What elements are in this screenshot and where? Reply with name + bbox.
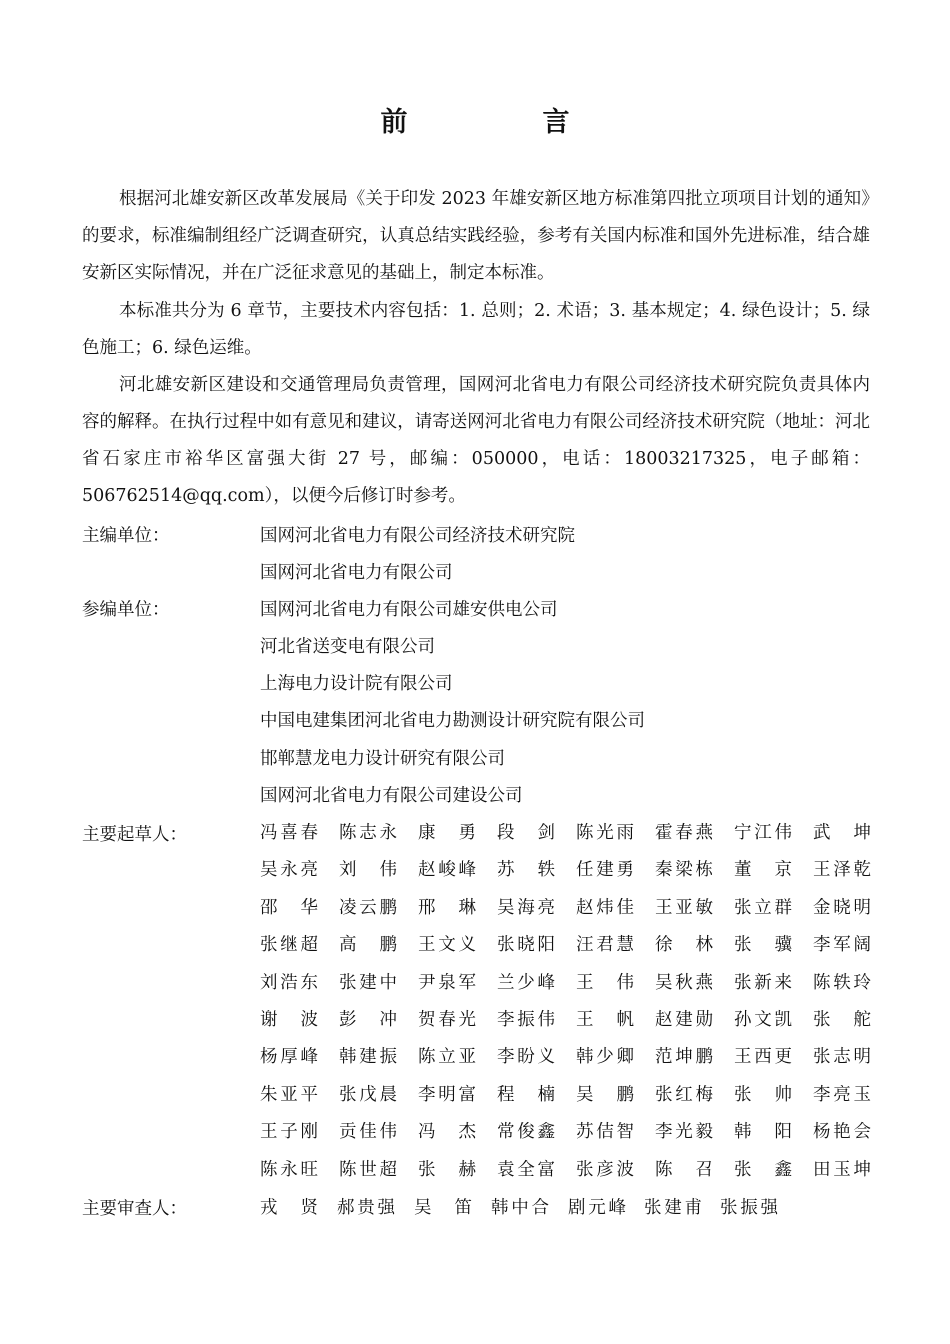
drafter-name: 常俊鑫	[497, 1122, 555, 1143]
chief-unit-item: 国网河北省电力有限公司	[260, 563, 453, 583]
drafter-name: 吴海亮	[497, 897, 555, 918]
drafter-name: 张彦波	[576, 1159, 634, 1180]
drafter-name: 冯 杰	[418, 1122, 476, 1143]
drafter-name: 董 京	[734, 860, 792, 881]
drafter-name: 陈轶玲	[813, 972, 871, 993]
reviewers-label: 主要审查人：	[82, 1199, 187, 1219]
drafter-name: 张志明	[813, 1047, 871, 1068]
drafter-name: 秦梁栋	[655, 860, 713, 881]
drafter-name: 范坤鹏	[655, 1047, 713, 1068]
drafter-name: 李振伟	[497, 1009, 555, 1030]
drafter-name: 陈永旺	[260, 1159, 318, 1180]
drafter-name: 刘浩东	[260, 972, 318, 993]
drafter-name: 尹泉军	[418, 972, 476, 993]
drafter-name: 赵建勋	[655, 1009, 713, 1030]
drafter-name: 张 骥	[734, 935, 792, 956]
reviewers-row	[260, 1190, 870, 1227]
participating-units-label: 参编单位：	[82, 600, 170, 620]
drafter-name: 李盼义	[497, 1047, 555, 1068]
drafter-name: 邵 华	[260, 897, 318, 918]
intro-paragraph-2: 本标准共分为 6 章节，主要技术内容包括：1. 总则；2. 术语；3. 基本规定；4. 绿色设计；5. 绿色施工；6. 绿色运维。	[82, 301, 870, 358]
reviewer-name: 张振强	[720, 1198, 778, 1218]
drafter-name: 贺春光	[418, 1009, 476, 1030]
drafters-row	[260, 890, 870, 927]
participating-unit-item: 邯郸慧龙电力设计研究有限公司	[260, 749, 505, 769]
drafter-name: 张 赫	[418, 1159, 476, 1180]
drafter-name: 李光毅	[655, 1122, 713, 1143]
drafter-name: 王 伟	[576, 972, 634, 993]
drafter-name: 王文义	[418, 935, 476, 956]
drafter-name: 张红梅	[655, 1084, 713, 1105]
drafter-name: 汪君慧	[576, 935, 634, 956]
drafter-name: 武 坤	[813, 823, 871, 843]
drafter-name: 高 鹏	[339, 935, 397, 956]
drafter-name: 吴秋燕	[655, 972, 713, 993]
drafter-name: 张 帅	[734, 1084, 792, 1105]
intro-paragraph-3: 河北雄安新区建设和交通管理局负责管理，国网河北省电力有限公司经济技术研究院负责具体内容的解释。在执行过程中如有意见和建议，请寄送网河北省电力有限公司经济技术研究院（地址：河北省石家庄市裕华区富强大街 27 号，邮编：050000，电话：18003217325，电子邮箱：506762514@qq.com），以便今后修订时参考。	[82, 375, 870, 506]
drafters-row	[260, 1002, 870, 1039]
drafters-row	[260, 1039, 870, 1076]
drafter-name: 孙文凯	[734, 1009, 792, 1030]
participating-unit-item: 国网河北省电力有限公司雄安供电公司	[260, 600, 558, 620]
drafter-name: 邢 琳	[418, 897, 476, 918]
drafter-name: 张 舵	[813, 1009, 871, 1030]
drafter-name: 任建勇	[576, 860, 634, 881]
participating-unit-item: 河北省送变电有限公司	[260, 637, 435, 657]
participating-unit-item: 中国电建集团河北省电力勘测设计研究院有限公司	[260, 711, 645, 731]
drafter-name: 张新来	[734, 972, 792, 993]
drafter-name: 段 剑	[497, 823, 555, 843]
drafter-name: 陈志永	[339, 823, 397, 843]
reviewer-name: 戎 贤	[260, 1198, 318, 1218]
drafter-name: 王西更	[734, 1047, 792, 1068]
drafters-row	[260, 815, 870, 852]
drafter-name: 吴 鹏	[576, 1084, 634, 1105]
drafter-name: 杨艳会	[813, 1122, 871, 1143]
reviewer-name: 剧元峰	[568, 1198, 626, 1218]
drafter-name: 张继超	[260, 935, 318, 956]
participating-unit-item: 上海电力设计院有限公司	[260, 674, 453, 694]
drafter-name: 徐 林	[655, 935, 713, 956]
drafters-row	[260, 1077, 870, 1114]
reviewer-name: 吴 笛	[414, 1198, 472, 1218]
drafter-name: 宁江伟	[734, 823, 792, 843]
drafter-name: 凌云鹏	[339, 897, 397, 918]
drafter-name: 彭 冲	[339, 1009, 397, 1030]
drafter-name: 程 楠	[497, 1084, 555, 1105]
drafter-name: 朱亚平	[260, 1084, 318, 1105]
drafter-name: 陈世超	[339, 1159, 397, 1180]
drafter-name: 赵炜佳	[576, 897, 634, 918]
drafter-name: 兰少峰	[497, 972, 555, 993]
reviewers-list	[260, 1190, 870, 1227]
page-title: 前 言	[380, 107, 624, 138]
intro-paragraph-1: 根据河北雄安新区改革发展局《关于印发 2023 年雄安新区地方标准第四批立项项目计划的通知》的要求，标准编制组经广泛调查研究，认真总结实践经验，参考有关国内标准和国外先进标准，结合雄安新区实际情况，并在广泛征求意见的基础上，制定本标准。	[82, 189, 870, 283]
drafters-row	[260, 965, 870, 1002]
drafter-name: 韩 阳	[734, 1122, 792, 1143]
drafter-name: 吴永亮	[260, 860, 318, 881]
drafter-name: 李明富	[418, 1084, 476, 1105]
drafters-list	[260, 815, 870, 1189]
drafters-row	[260, 1114, 870, 1151]
drafter-name: 王子刚	[260, 1122, 318, 1143]
drafter-name: 王泽乾	[813, 860, 871, 881]
reviewer-name: 张建甫	[644, 1198, 702, 1218]
drafter-name: 霍春燕	[655, 823, 713, 843]
drafter-name: 张立群	[734, 897, 792, 918]
drafter-name: 李军阔	[813, 935, 871, 956]
drafter-name: 谢 波	[260, 1009, 318, 1030]
drafter-name: 冯喜春	[260, 823, 318, 843]
drafter-name: 陈立亚	[418, 1047, 476, 1068]
drafter-name: 张戊晨	[339, 1084, 397, 1105]
drafter-name: 苏 轶	[497, 860, 555, 881]
drafters-row	[260, 852, 870, 889]
drafter-name: 苏佶智	[576, 1122, 634, 1143]
drafter-name: 陈光雨	[576, 823, 634, 843]
drafters-row	[260, 927, 870, 964]
drafters-row	[260, 1152, 870, 1189]
drafter-name: 王 帆	[576, 1009, 634, 1030]
drafter-name: 杨厚峰	[260, 1047, 318, 1068]
drafter-name: 田玉坤	[813, 1159, 871, 1180]
drafter-name: 李亮玉	[813, 1084, 871, 1105]
drafter-name: 袁全富	[497, 1159, 555, 1180]
drafter-name: 张建中	[339, 972, 397, 993]
drafter-name: 张晓阳	[497, 935, 555, 956]
drafter-name: 张 鑫	[734, 1159, 792, 1180]
reviewer-name: 韩中合	[491, 1198, 549, 1218]
drafter-name: 韩建振	[339, 1047, 397, 1068]
drafter-name: 刘 伟	[339, 860, 397, 881]
drafters-label: 主要起草人：	[82, 825, 187, 845]
reviewer-name: 郝贵强	[337, 1198, 395, 1218]
drafter-name: 陈 召	[655, 1159, 713, 1180]
drafter-name: 贡佳伟	[339, 1122, 397, 1143]
participating-unit-item: 国网河北省电力有限公司建设公司	[260, 786, 523, 806]
drafter-name: 赵峻峰	[418, 860, 476, 881]
drafter-name: 康 勇	[418, 823, 476, 843]
drafter-name: 韩少卿	[576, 1047, 634, 1068]
drafter-name: 金晓明	[813, 897, 871, 918]
chief-units-label: 主编单位：	[82, 526, 170, 546]
drafter-name: 王亚敏	[655, 897, 713, 918]
chief-unit-item: 国网河北省电力有限公司经济技术研究院	[260, 526, 575, 546]
